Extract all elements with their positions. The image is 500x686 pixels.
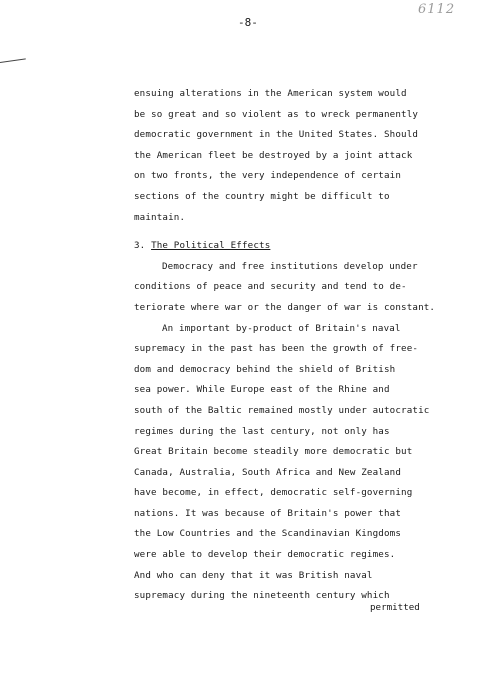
text-line: sections of the country might be difficult to	[134, 190, 390, 202]
paragraph-1	[134, 84, 474, 228]
text-line: on two fronts, the very independence of certain	[134, 170, 402, 182]
text-line: supremacy during the nineteenth century which	[134, 590, 390, 602]
text-line: supremacy in the past has been the growth of free-	[134, 343, 419, 355]
margin-mark	[0, 58, 26, 63]
section-title: The Political Effects	[151, 240, 271, 252]
text-line: regimes during the last century, not only has	[134, 425, 390, 437]
text-line: ensuing alterations in the American system would	[134, 88, 407, 99]
text-line: were able to develop their democratic regimes.	[134, 549, 396, 561]
text-line: democratic government in the United States. Should	[134, 129, 419, 141]
text-line: be so great and so violent as to wreck permanently	[134, 108, 419, 120]
handwritten-annotation: 6112	[418, 2, 456, 17]
body-text	[134, 84, 474, 607]
text-line: have become, in effect, democratic self-governing	[134, 487, 413, 499]
text-line: Canada, Australia, South Africa and New Zealand	[134, 466, 402, 478]
text-line: And who can deny that it was British naval	[134, 569, 373, 581]
text-line: An important by-product of Britain's naval	[162, 322, 401, 334]
text-line: the Low Countries and the Scandinavian Kingdoms	[134, 528, 402, 540]
catchword: permitted	[370, 602, 420, 613]
text-line: maintain.	[134, 211, 186, 223]
text-line: dom and democracy behind the shield of British	[134, 363, 396, 375]
page-number: -8-	[238, 16, 258, 29]
text-line: south of the Baltic remained mostly under autocratic	[134, 404, 430, 416]
paragraph-2	[134, 257, 474, 319]
text-line: the American fleet be destroyed by a joint attack	[134, 149, 413, 161]
text-line: conditions of peace and security and tend to de-	[134, 281, 407, 293]
text-line: Great Britain become steadily more democratic but	[134, 446, 413, 458]
text-line: sea power. While Europe east of the Rhine and	[134, 384, 390, 396]
section-number: 3.	[134, 240, 146, 252]
paragraph-3	[134, 319, 474, 607]
text-line: nations. It was because of Britain's power that	[134, 507, 402, 519]
text-line: teriorate where war or the danger of war is constant.	[134, 301, 436, 313]
section-heading	[134, 236, 474, 257]
text-line: Democracy and free institutions develop under	[162, 260, 418, 272]
